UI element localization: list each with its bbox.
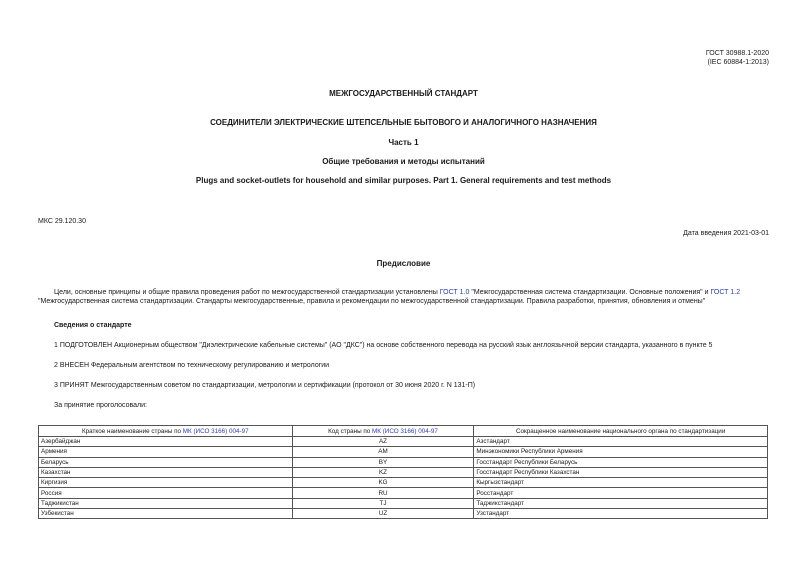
country-cell: Беларусь [39, 457, 293, 467]
gost-1-2-link[interactable]: ГОСТ 1.2 [710, 289, 741, 296]
code-cell: UZ [292, 509, 474, 519]
country-cell: Азербайджан [39, 437, 293, 447]
iso-3166-link[interactable]: МК (ИСО 3166) 004-97 [182, 427, 249, 435]
body-cell: Госстандарт Республики Казахстан [474, 467, 768, 477]
intro-date: Дата введения 2021-03-01 [683, 230, 769, 237]
code-cell: RU [292, 488, 474, 498]
table-row [39, 437, 768, 447]
foreword-paragraph-line2: "Межгосударственная система стандартизации. Стандарты межгосударственные, правила и рекомендации по межгосударственной стандартизации. Правила разработки, принятия, обновления и отмены" [38, 298, 706, 305]
paragraph-text: Цели, основные принципы и общие правила проведения работ по межгосударственной стандартизации установлены [54, 289, 440, 296]
part-number: Часть 1 [388, 138, 419, 147]
body-cell: Росстандарт [474, 488, 768, 498]
foreword-heading: Предисловие [376, 259, 431, 268]
col-body-header: Сокращенное наименование национального органа по стандартизации [474, 426, 768, 437]
body-cell: Узстандарт [474, 509, 768, 519]
country-cell: Киргизия [39, 478, 293, 488]
code-cell: KZ [292, 467, 474, 477]
voting-states-table [38, 425, 768, 519]
standard-type: МЕЖГОСУДАРСТВЕННЫЙ СТАНДАРТ [329, 89, 478, 98]
country-cell: Таджикистан [39, 498, 293, 508]
document-title: СОЕДИНИТЕЛИ ЭЛЕКТРИЧЕСКИЕ ШТЕПСЕЛЬНЫЕ БЫТОВОГО И АНАЛОГИЧНОГО НАЗНАЧЕНИЯ [210, 118, 597, 127]
table-row [39, 467, 768, 477]
info-heading: Сведения о стандарте [54, 322, 132, 329]
foreword-paragraph [54, 288, 740, 297]
info-item-3: 3 ПРИНЯТ Межгосударственным советом по стандартизации, метрологии и сертификации (протокол от 30 июня 2020 г. N 131-П) [54, 382, 476, 389]
gost-1-0-link[interactable]: ГОСТ 1.0 [439, 289, 470, 296]
code-cell: BY [292, 457, 474, 467]
table-row [39, 509, 768, 519]
gost-number: ГОСТ 30988.1-2020 [705, 50, 769, 57]
code-cell: AM [292, 447, 474, 457]
table-row [39, 447, 768, 457]
body-cell: Азстандарт [474, 437, 768, 447]
body-cell: Таджикстандарт [474, 498, 768, 508]
body-cell: Минэкономики Республики Армения [474, 447, 768, 457]
code-cell: KG [292, 478, 474, 488]
info-item-2: 2 ВНЕСЕН Федеральным агентством по техническому регулированию и метрологии [54, 362, 330, 369]
mks-code: МКС 29.120.30 [38, 218, 86, 225]
voted-label: За принятие проголосовали: [54, 402, 147, 409]
table-row [39, 478, 768, 488]
country-cell: Армения [39, 447, 293, 457]
paragraph-text: "Межгосударственная система стандартизации. Основные положения" и [469, 289, 711, 296]
country-cell: Казахстан [39, 467, 293, 477]
info-item-1: 1 ПОДГОТОВЛЕН Акционерным обществом "Диэлектрические кабельные системы" (АО "ДКС") на основе собственного перевода на русский язык англоязычной версии стандарта, указанного в пункте 5 [54, 342, 713, 349]
col-country-header: Краткое наименование страны по МК (ИСО 3166) 004-97 [39, 426, 293, 437]
body-cell: Госстандарт Республики Беларусь [474, 457, 768, 467]
document-subtitle: Общие требования и методы испытаний [322, 157, 485, 166]
table-row [39, 498, 768, 508]
code-cell: TJ [292, 498, 474, 508]
iec-number: (IEC 60884-1:2013) [707, 59, 769, 66]
english-title: Plugs and socket-outlets for household and similar purposes. Part 1. General requirements and test methods [195, 176, 612, 185]
col-code-header: Код страны по МК (ИСО 3166) 004-97 [292, 426, 474, 437]
code-cell: AZ [292, 437, 474, 447]
country-cell: Россия [39, 488, 293, 498]
body-cell: Кыргызстандарт [474, 478, 768, 488]
iso-3166-link[interactable]: МК (ИСО 3166) 004-97 [372, 427, 438, 435]
country-cell: Узбекистан [39, 509, 293, 519]
table-row [39, 457, 768, 467]
table-header-row [39, 426, 768, 437]
table-row [39, 488, 768, 498]
